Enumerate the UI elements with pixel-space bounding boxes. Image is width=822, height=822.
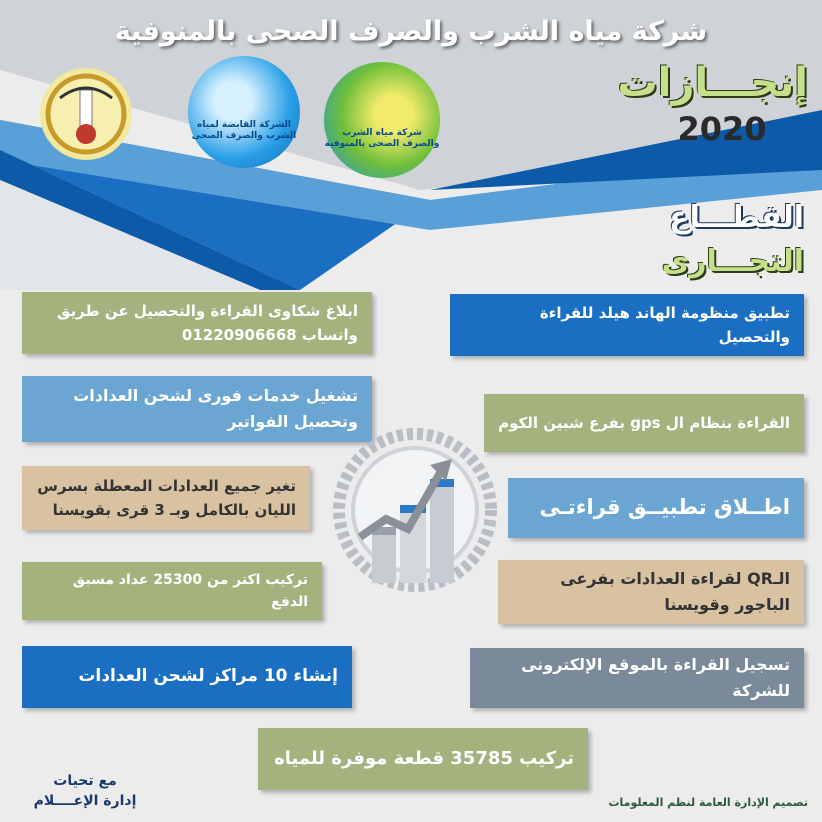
item-centers — [22, 646, 352, 708]
eagle-icon — [40, 68, 132, 160]
item-gps — [484, 394, 804, 452]
sector-heading-line2: التجـــارى — [661, 244, 804, 279]
company-logo-text: شركة مياه الشرب والصرف الصحى بالمنوفية — [324, 128, 440, 150]
item-app-text: اطــلاق تطبيــق قراءتـى — [539, 495, 790, 520]
item-centers-text: إنشاء 10 مراكز لشحن العدادات — [78, 666, 338, 687]
holding-company-logo — [188, 56, 300, 168]
item-app — [508, 478, 804, 538]
item-meters-text: تغير جميع العدادات المعطلة بسرس الليان بالكامل وبـ 3 قرى بقويسنا — [37, 477, 296, 519]
item-prepaid-text: تركيب اكتر من 25300 عداد مسبق الدفع — [72, 571, 308, 610]
item-gps-text: القراءة بنظام ال gps بفرع شبين الكوم — [498, 414, 790, 432]
item-prepaid — [22, 562, 322, 620]
item-handheld — [450, 294, 804, 356]
item-saving-text: تركيب 35785 قطعة موفرة للمياه — [274, 747, 574, 769]
footer-greeting: مع تحيات — [53, 773, 117, 789]
footer-media-dept: إدارة الإعــــلام — [33, 792, 137, 809]
sector-heading-line1: القطـــاع — [669, 200, 804, 235]
growth-chart-icon — [330, 425, 500, 595]
item-website-text: تسجيل القراءة بالموقع الإلكترونى للشركة — [521, 655, 790, 700]
footer-design-credit: تصميم الإدارة العامة لنظم المعلومات — [608, 796, 808, 809]
item-website — [470, 648, 804, 708]
footer-media-credit — [30, 772, 140, 811]
item-saving — [258, 728, 588, 790]
military-emblem-logo — [40, 68, 132, 160]
holding-logo-text: الشركة القابضة لمياه الشرب والصرف الصحى — [191, 120, 297, 142]
year-label: 2020 — [677, 110, 767, 148]
item-qr — [498, 560, 804, 624]
item-qr-text: الـQR لقراءة العدادات بفرعى الباجور وقويسنا — [560, 569, 790, 614]
company-logo — [324, 62, 440, 178]
item-handheld-text: تطبيق منظومة الهاند هيلد للقراءة والتحصيل — [539, 304, 790, 346]
page-title: شركة مياه الشرب والصرف الصحى بالمنوفية — [114, 16, 708, 47]
item-whatsapp — [22, 292, 372, 354]
item-fawry-text: تشغيل خدمات فورى لشحن العدادات وتحصيل الفواتير — [73, 386, 358, 431]
item-fawry — [22, 376, 372, 442]
item-whatsapp-text: ابلاغ شكاوى القراءة والتحصيل عن طريق واتساب 01220906668 — [57, 302, 358, 344]
achievements-heading: إنجـــازات — [617, 60, 808, 106]
item-meters — [22, 466, 310, 530]
